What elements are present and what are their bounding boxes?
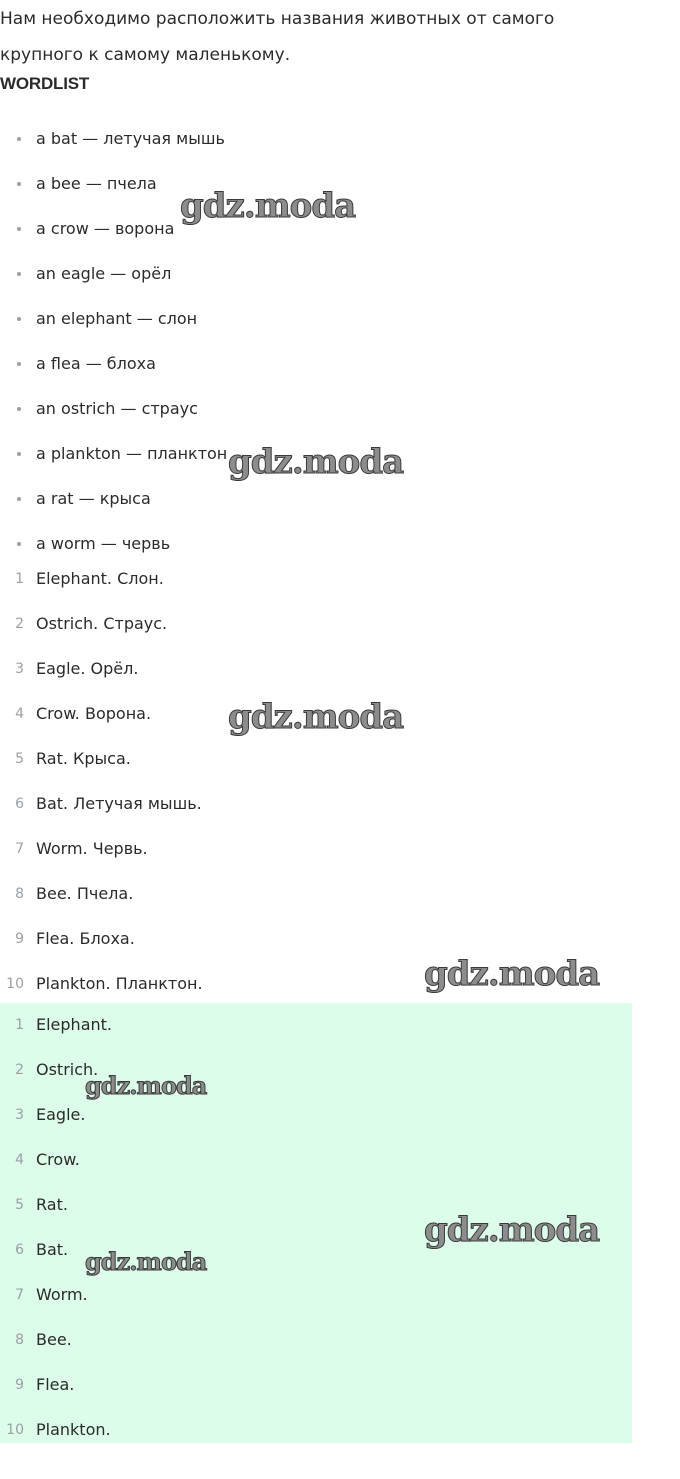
bullet-icon: [17, 362, 21, 366]
list-item-text: a flea — блоха: [36, 354, 156, 373]
list-item: [0, 1408, 632, 1453]
watermark: gdz.moda: [228, 697, 404, 737]
list-item: [0, 477, 640, 522]
ordered-list-translated: [0, 557, 632, 1007]
watermark: gdz.moda: [424, 1210, 600, 1250]
list-item: [0, 827, 632, 872]
list-item-text: Worm.: [36, 1285, 88, 1304]
bullet-icon: [17, 227, 21, 231]
list-item-text: an eagle — орёл: [36, 264, 172, 283]
bullet-icon: [17, 407, 21, 411]
list-item: [0, 1093, 632, 1138]
list-item-text: a crow — ворона: [36, 219, 175, 238]
list-item-text: Eagle. Орёл.: [36, 659, 139, 678]
item-number: 9: [15, 931, 24, 947]
list-item-text: Plankton.: [36, 1420, 111, 1439]
watermark: gdz.moda: [85, 1071, 207, 1100]
list-item: [0, 342, 640, 387]
list-item: [0, 1363, 632, 1408]
item-number: 1: [15, 571, 24, 587]
list-item-text: Eagle.: [36, 1105, 86, 1124]
item-number: 7: [15, 1287, 24, 1303]
wordlist-heading: WORDLIST: [0, 74, 90, 93]
list-item-text: Ostrich.: [36, 1060, 99, 1079]
item-number: 10: [6, 1422, 24, 1438]
list-item: [0, 1003, 632, 1048]
watermark: gdz.moda: [228, 442, 404, 482]
list-item: [0, 117, 640, 162]
item-number: 7: [15, 841, 24, 857]
bullet-icon: [17, 542, 21, 546]
item-number: 8: [15, 1332, 24, 1348]
item-number: 1: [15, 1017, 24, 1033]
list-item-text: Rat.: [36, 1195, 68, 1214]
list-item: [0, 872, 632, 917]
list-item: [0, 162, 640, 207]
watermark: gdz.moda: [85, 1247, 207, 1276]
list-item: [0, 1138, 632, 1183]
item-number: 6: [15, 1242, 24, 1258]
list-item: [0, 647, 632, 692]
list-item-text: Flea.: [36, 1375, 75, 1394]
list-item: [0, 602, 632, 647]
list-item: [0, 1048, 632, 1093]
watermark: gdz.moda: [424, 954, 600, 994]
list-item-text: Elephant.: [36, 1015, 112, 1034]
list-item-text: a rat — крыса: [36, 489, 151, 508]
list-item-text: Ostrich. Страус.: [36, 614, 168, 633]
list-item-text: an ostrich — страус: [36, 399, 198, 418]
bullet-icon: [17, 182, 21, 186]
list-item-text: Elephant. Слон.: [36, 569, 164, 588]
list-item: [0, 1273, 632, 1318]
list-item-text: a bee — пчела: [36, 174, 157, 193]
item-number: 5: [15, 751, 24, 767]
list-item: [0, 1228, 632, 1273]
list-item: [0, 692, 632, 737]
list-item-text: Bee. Пчела.: [36, 884, 134, 903]
list-item-text: Bat. Летучая мышь.: [36, 794, 202, 813]
list-item: [0, 557, 632, 602]
bullet-icon: [17, 497, 21, 501]
list-item-text: Rat. Крыса.: [36, 749, 131, 768]
item-number: 3: [15, 1107, 24, 1123]
item-number: 2: [15, 1062, 24, 1078]
bullet-icon: [17, 452, 21, 456]
list-item: [0, 962, 632, 1007]
item-number: 4: [15, 706, 24, 722]
bullet-icon: [17, 272, 21, 276]
list-item-text: a bat — летучая мышь: [36, 129, 225, 148]
list-item: [0, 387, 640, 432]
item-number: 5: [15, 1197, 24, 1213]
list-item: [0, 1183, 632, 1228]
list-item: [0, 737, 632, 782]
answer-block: [0, 1003, 632, 1443]
list-item: [0, 207, 640, 252]
item-number: 6: [15, 796, 24, 812]
list-item-text: Bat.: [36, 1240, 69, 1259]
item-number: 10: [6, 976, 24, 992]
list-item: [0, 297, 640, 342]
item-number: 4: [15, 1152, 24, 1168]
bullet-icon: [17, 137, 21, 141]
list-item: [0, 782, 632, 827]
item-number: 3: [15, 661, 24, 677]
list-item: [0, 432, 640, 477]
list-item-text: Crow. Ворона.: [36, 704, 152, 723]
list-item-text: Crow.: [36, 1150, 80, 1169]
list-item-text: a plankton — планктон: [36, 444, 228, 463]
watermark: gdz.moda: [180, 186, 356, 226]
item-number: 2: [15, 616, 24, 632]
list-item: [0, 252, 640, 297]
list-item-text: Bee.: [36, 1330, 72, 1349]
list-item: [0, 1318, 632, 1363]
list-item-text: Flea. Блоха.: [36, 929, 135, 948]
wordlist: [0, 117, 640, 567]
item-number: 8: [15, 886, 24, 902]
list-item-text: a worm — червь: [36, 534, 171, 553]
bullet-icon: [17, 317, 21, 321]
list-item-text: Worm. Червь.: [36, 839, 148, 858]
list-item: [0, 917, 632, 962]
list-item-text: an elephant — слон: [36, 309, 198, 328]
item-number: 9: [15, 1377, 24, 1393]
task-description: Нам необходимо расположить названия животных от самого крупного к самому маленькому.: [0, 9, 555, 65]
list-item-text: Plankton. Планктон.: [36, 974, 203, 993]
